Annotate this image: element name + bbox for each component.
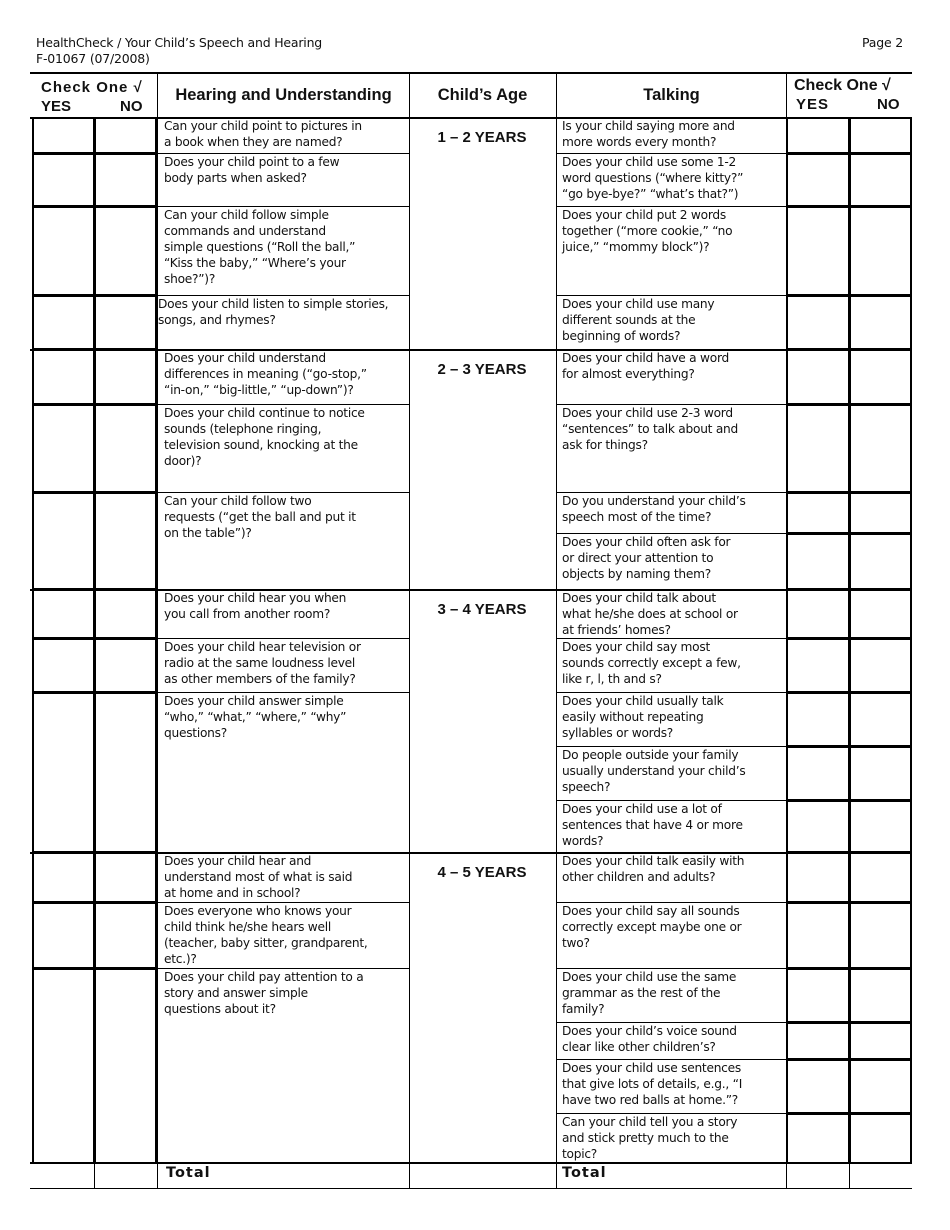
talking-yes-checkbox[interactable] bbox=[786, 1059, 850, 1114]
hearing-yes-checkbox[interactable] bbox=[32, 206, 95, 296]
hearing-question: Does your child listen to simple stories, songs, and rhymes? bbox=[158, 297, 389, 327]
talking-no-checkbox[interactable] bbox=[849, 295, 912, 350]
column-line bbox=[849, 1162, 850, 1189]
age-group-label: 4 – 5 YEARS bbox=[437, 864, 527, 881]
hearing-yes-checkbox[interactable] bbox=[32, 692, 95, 853]
hearing-no-checkbox[interactable] bbox=[94, 589, 157, 639]
hearing-yes-checkbox[interactable] bbox=[32, 349, 95, 405]
hearing-no-checkbox[interactable] bbox=[94, 852, 157, 903]
talking-question: Does your child talk easily with other children and adults? bbox=[562, 854, 745, 884]
talking-yes-checkbox[interactable] bbox=[786, 533, 850, 590]
hearing-yes-checkbox[interactable] bbox=[32, 589, 95, 639]
left-yes-header: YES bbox=[41, 98, 72, 115]
left-check-one-header: Check One √ bbox=[41, 79, 143, 96]
talking-no-checkbox[interactable] bbox=[849, 1113, 912, 1164]
talking-yes-checkbox[interactable] bbox=[786, 1113, 850, 1164]
talking-yes-checkbox[interactable] bbox=[786, 968, 850, 1023]
talking-no-checkbox[interactable] bbox=[849, 1059, 912, 1114]
hearing-yes-checkbox[interactable] bbox=[32, 153, 95, 207]
hearing-no-checkbox[interactable] bbox=[94, 492, 157, 590]
talking-no-checkbox[interactable] bbox=[849, 1022, 912, 1060]
form-number: F-01067 (07/2008) bbox=[36, 51, 150, 66]
talking-yes-checkbox[interactable] bbox=[786, 206, 850, 296]
talking-yes-checkbox[interactable] bbox=[786, 638, 850, 693]
hearing-yes-checkbox[interactable] bbox=[32, 852, 95, 903]
talking-question: Does your child often ask for or direct your attention to objects by naming them? bbox=[562, 535, 731, 581]
age-group-label: 3 – 4 YEARS bbox=[437, 601, 527, 618]
talking-question: Does your child use many different sounds at the beginning of words? bbox=[562, 297, 715, 343]
talking-question: Does your child usually talk easily without repeating syllables or words? bbox=[562, 694, 724, 740]
talking-yes-checkbox[interactable] bbox=[786, 800, 850, 853]
talking-no-checkbox[interactable] bbox=[849, 968, 912, 1023]
hearing-total-label: Total bbox=[166, 1165, 211, 1181]
talking-no-checkbox[interactable] bbox=[849, 902, 912, 969]
hearing-yes-checkbox[interactable] bbox=[32, 638, 95, 693]
talking-question: Does your child use some 1-2 word questions (“where kitty?” “go bye-bye?” “what’s that?”) bbox=[562, 155, 744, 201]
talking-no-checkbox[interactable] bbox=[849, 852, 912, 903]
talking-question: Does your child say most sounds correctly except a few, like r, l, th and s? bbox=[562, 640, 741, 686]
talking-no-checkbox[interactable] bbox=[849, 492, 912, 534]
hearing-question: Does everyone who knows your child think he/she hears well (teacher, baby sitter, grandparent, etc.)? bbox=[164, 904, 368, 966]
talking-yes-checkbox[interactable] bbox=[786, 153, 850, 207]
form-title: HealthCheck / Your Child’s Speech and Hearing bbox=[36, 35, 323, 50]
rule-line bbox=[30, 72, 912, 74]
hearing-yes-checkbox[interactable] bbox=[32, 968, 95, 1164]
hearing-no-checkbox[interactable] bbox=[94, 295, 157, 350]
right-no-header: NO bbox=[877, 96, 900, 113]
hearing-no-checkbox[interactable] bbox=[94, 349, 157, 405]
age-group-label: 1 – 2 YEARS bbox=[437, 129, 527, 146]
talking-yes-checkbox[interactable] bbox=[786, 349, 850, 405]
talking-no-checkbox[interactable] bbox=[849, 349, 912, 405]
talking-question: Is your child saying more and more words every month? bbox=[562, 119, 735, 149]
talking-yes-checkbox[interactable] bbox=[786, 117, 850, 154]
hearing-question: Does your child understand differences in meaning (“go-stop,” “in-on,” “big-little,” “up-down”)? bbox=[164, 351, 367, 397]
hearing-no-checkbox[interactable] bbox=[94, 404, 157, 493]
hearing-yes-checkbox[interactable] bbox=[32, 117, 95, 154]
age-column-header: Child’s Age bbox=[437, 86, 528, 104]
talking-no-checkbox[interactable] bbox=[849, 589, 912, 639]
talking-yes-checkbox[interactable] bbox=[786, 589, 850, 639]
left-no-header: NO bbox=[120, 98, 143, 115]
talking-no-checkbox[interactable] bbox=[849, 153, 912, 207]
talking-no-checkbox[interactable] bbox=[849, 404, 912, 493]
talking-yes-checkbox[interactable] bbox=[786, 692, 850, 747]
talking-question: Does your child put 2 words together (“more cookie,” “no juice,” “mommy block”)? bbox=[562, 208, 733, 254]
age-group-label: 2 – 3 YEARS bbox=[437, 361, 527, 378]
talking-question: Does your child use 2-3 word “sentences” to talk about and ask for things? bbox=[562, 406, 739, 452]
column-line bbox=[94, 1162, 95, 1189]
hearing-question: Does your child hear you when you call from another room? bbox=[164, 591, 347, 621]
talking-yes-checkbox[interactable] bbox=[786, 404, 850, 493]
hearing-no-checkbox[interactable] bbox=[94, 206, 157, 296]
hearing-yes-checkbox[interactable] bbox=[32, 295, 95, 350]
right-check-one-header: Check One √ bbox=[794, 77, 891, 94]
talking-yes-checkbox[interactable] bbox=[786, 852, 850, 903]
column-line bbox=[409, 72, 410, 1189]
talking-no-checkbox[interactable] bbox=[849, 800, 912, 853]
hearing-no-checkbox[interactable] bbox=[94, 117, 157, 154]
talking-question: Does your child have a word for almost everything? bbox=[562, 351, 729, 381]
talking-no-checkbox[interactable] bbox=[849, 746, 912, 801]
hearing-question: Does your child answer simple “who,” “what,” “where,” “why” questions? bbox=[164, 694, 347, 740]
hearing-yes-checkbox[interactable] bbox=[32, 492, 95, 590]
talking-question: Does your child say all sounds correctly except maybe one or two? bbox=[562, 904, 742, 950]
talking-no-checkbox[interactable] bbox=[849, 692, 912, 747]
talking-question: Can your child tell you a story and stick pretty much to the topic? bbox=[562, 1115, 738, 1161]
hearing-question: Does your child hear television or radio at the same loudness level as other members of the family? bbox=[164, 640, 361, 686]
hearing-no-checkbox[interactable] bbox=[94, 153, 157, 207]
talking-question: Does your child talk about what he/she does at school or at friends’ homes? bbox=[562, 591, 738, 637]
right-yes-header: YES bbox=[796, 96, 830, 113]
hearing-question: Does your child point to a few body parts when asked? bbox=[164, 155, 340, 185]
talking-question: Do you understand your child’s speech most of the time? bbox=[562, 494, 746, 524]
hearing-yes-checkbox[interactable] bbox=[32, 902, 95, 969]
talking-yes-checkbox[interactable] bbox=[786, 492, 850, 534]
column-line bbox=[157, 72, 158, 1189]
hearing-column-header: Hearing and Understanding bbox=[175, 86, 392, 104]
talking-no-checkbox[interactable] bbox=[849, 206, 912, 296]
hearing-no-checkbox[interactable] bbox=[94, 902, 157, 969]
hearing-question: Does your child pay attention to a story and answer simple questions about it? bbox=[164, 970, 364, 1016]
rule-line bbox=[30, 1162, 912, 1164]
talking-no-checkbox[interactable] bbox=[849, 533, 912, 590]
hearing-no-checkbox[interactable] bbox=[94, 692, 157, 853]
talking-no-checkbox[interactable] bbox=[849, 638, 912, 693]
hearing-question: Can your child point to pictures in a book when they are named? bbox=[164, 119, 362, 149]
talking-question: Do people outside your family usually understand your child’s speech? bbox=[562, 748, 746, 794]
hearing-question: Can your child follow simple commands and understand simple questions (“Roll the ball,” “Kiss the baby,” “Where’s your shoe?”)? bbox=[164, 208, 356, 286]
talking-yes-checkbox[interactable] bbox=[786, 902, 850, 969]
hearing-question: Can your child follow two requests (“get the ball and put it on the table”)? bbox=[164, 494, 356, 540]
talking-yes-checkbox[interactable] bbox=[786, 1022, 850, 1060]
talking-no-checkbox[interactable] bbox=[849, 117, 912, 154]
talking-column-header: Talking bbox=[643, 86, 700, 104]
hearing-question: Does your child continue to notice sounds (telephone ringing, television sound, knocking at the door)? bbox=[164, 406, 365, 468]
talking-question: Does your child use the same grammar as the rest of the family? bbox=[562, 970, 737, 1016]
hearing-yes-checkbox[interactable] bbox=[32, 404, 95, 493]
rule-line bbox=[30, 1188, 912, 1189]
talking-total-label: Total bbox=[562, 1165, 607, 1181]
page-number: Page 2 bbox=[862, 35, 903, 50]
talking-question: Does your child’s voice sound clear like other children’s? bbox=[562, 1024, 737, 1054]
talking-question: Does your child use a lot of sentences that have 4 or more words? bbox=[562, 802, 743, 848]
talking-question: Does your child use sentences that give lots of details, e.g., “I have two red balls at home.”? bbox=[562, 1061, 743, 1107]
talking-yes-checkbox[interactable] bbox=[786, 295, 850, 350]
hearing-question: Does your child hear and understand most of what is said at home and in school? bbox=[164, 854, 353, 900]
talking-yes-checkbox[interactable] bbox=[786, 746, 850, 801]
hearing-no-checkbox[interactable] bbox=[94, 638, 157, 693]
hearing-no-checkbox[interactable] bbox=[94, 968, 157, 1164]
